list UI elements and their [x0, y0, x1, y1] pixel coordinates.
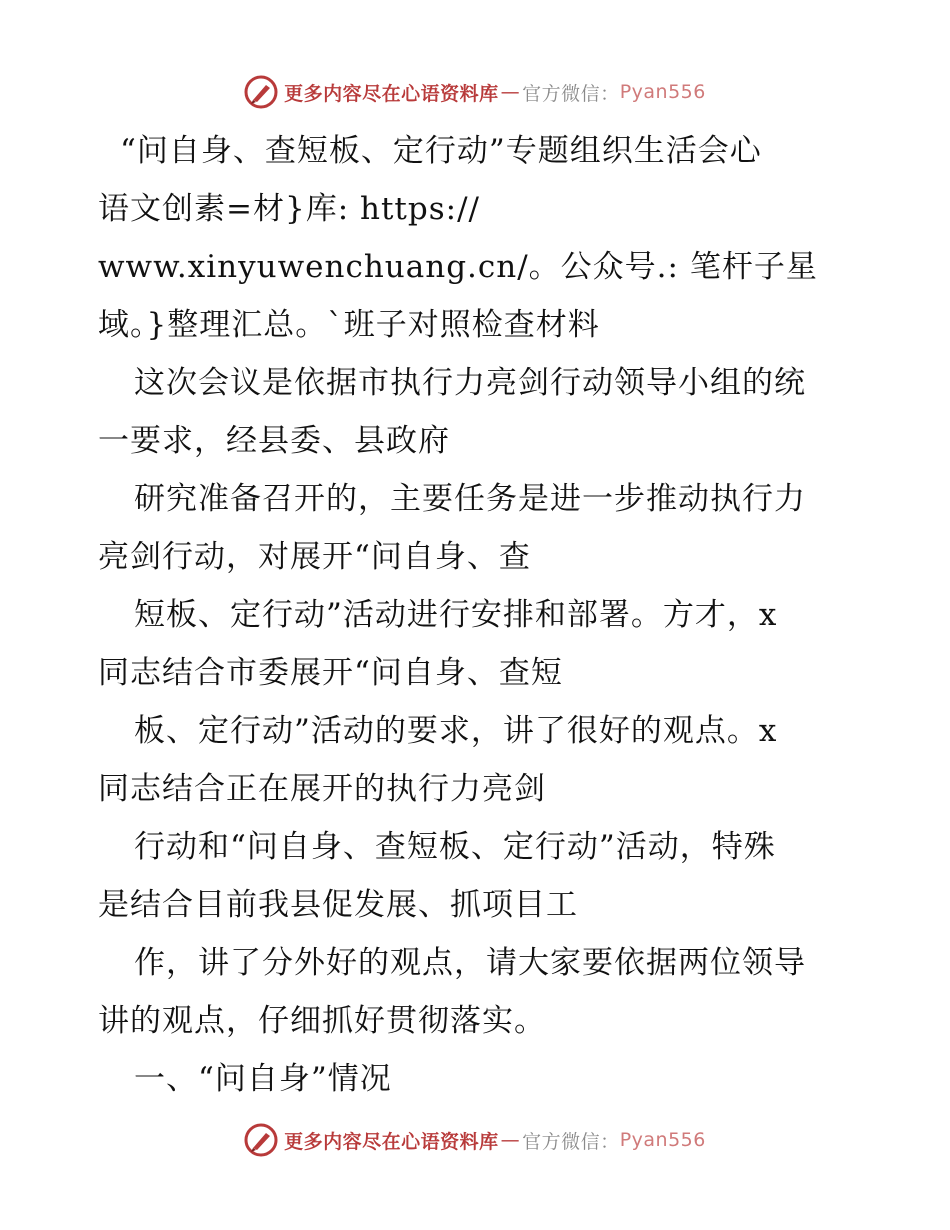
paragraph-line: 作，讲了分外好的观点，请大家要依据两位领导 [134, 945, 806, 981]
paragraph-line: 一要求，经县委、县政府 [98, 423, 450, 459]
paragraph-line: 研究准备召开的，主要任务是进一步推动执行力 [134, 481, 806, 517]
banner-site-text: 更多内容尽在心语资料库 [284, 1130, 499, 1153]
pen-logo-icon [244, 1123, 278, 1157]
header-banner [0, 72, 950, 112]
doc-title-line-3: www.xinyuwenchuang.cn/。公众号.: 笔杆子星 [98, 249, 818, 285]
paragraph-line: 同志结合正在展开的执行力亮剑 [98, 771, 546, 807]
paragraph-line: 这次会议是依据市执行力亮剑行动领导小组的统 [134, 365, 806, 401]
banner-wechat-label: 官方微信： [522, 82, 620, 105]
paragraph-line: 同志结合市委展开“问自身、查短 [98, 655, 563, 691]
section-heading: 一、“问自身”情况 [134, 1061, 392, 1097]
banner-separator: — [500, 1129, 521, 1151]
doc-title-line-1: “问自身、查短板、定行动”专题组织生活会心 [120, 133, 762, 169]
paragraph-line: 是结合目前我县促发展、抓项目工 [98, 887, 578, 923]
paragraph-line: 行动和“问自身、查短板、定行动”活动，特殊 [134, 829, 776, 865]
banner-wechat-handle: Pyan556 [619, 81, 706, 103]
doc-title-line-2: 语文创素=材}库: https:// [98, 191, 480, 227]
banner-wechat-label: 官方微信： [522, 1130, 620, 1153]
doc-title-line-4: 域。}整理汇总。`班子对照检查材料 [98, 307, 600, 343]
banner-separator: — [500, 81, 521, 103]
banner-site-text: 更多内容尽在心语资料库 [284, 82, 499, 105]
paragraph-line: 亮剑行动，对展开“问自身、查 [98, 539, 531, 575]
pen-logo-icon [244, 75, 278, 109]
document-body [98, 122, 858, 1108]
paragraph-line: 短板、定行动”活动进行安排和部署。方才，x [134, 597, 778, 633]
paragraph-line: 板、定行动”活动的要求，讲了很好的观点。x [134, 713, 778, 749]
paragraph-line: 讲的观点，仔细抓好贯彻落实。 [98, 1003, 546, 1039]
footer-banner [0, 1120, 950, 1160]
banner-wechat-handle: Pyan556 [619, 1129, 706, 1151]
